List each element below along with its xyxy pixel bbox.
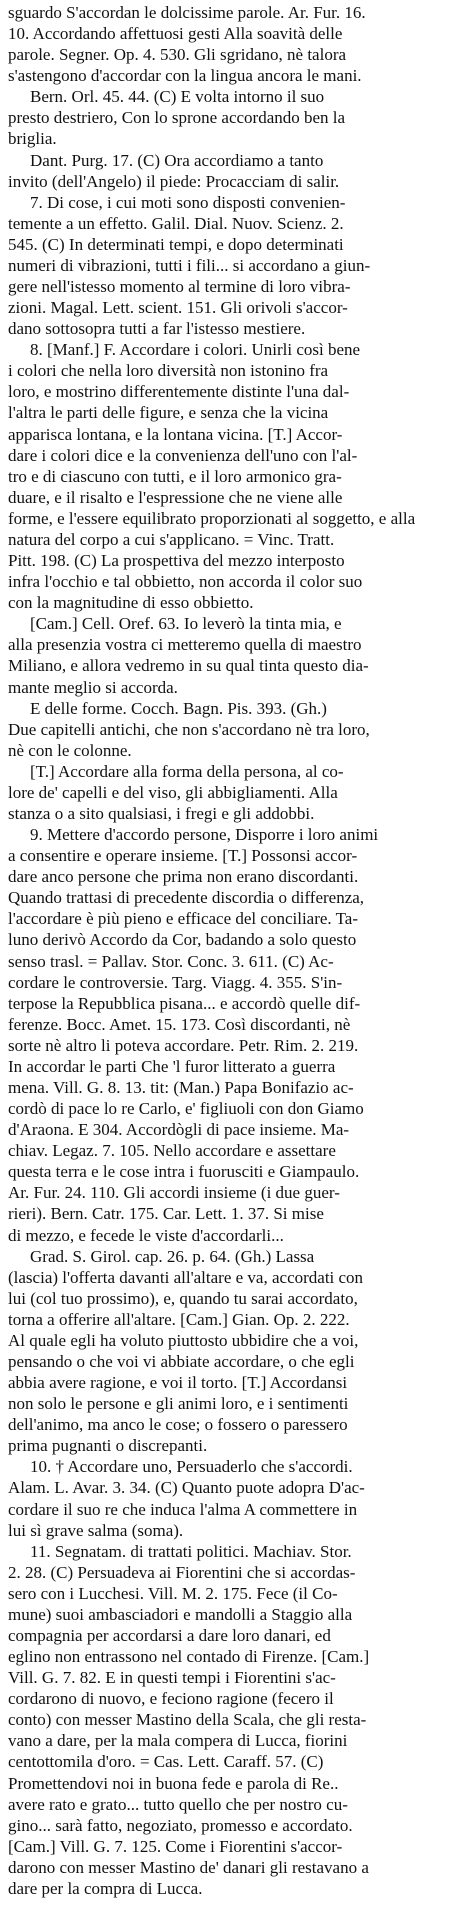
text-line: (lascia) l'offerta davanti all'altare e va, accordati con: [8, 1267, 364, 1287]
text-line: gere nell'istesso momento al termine di loro vibra-: [8, 277, 351, 297]
entry-paragraph-2: [8, 150, 466, 340]
text-line: torna a offerire all'altare. [Cam.] Gian. Op. 2. 222.: [8, 1309, 350, 1329]
text-line: senso trasl. = Pallav. Stor. Conc. 3. 611. (C) Ac-: [8, 951, 334, 971]
text-line: duare, e il risalto e l'espressione che ne viene alle: [8, 487, 343, 507]
text-line: [Cam.] Vill. G. 7. 125. Come i Fiorentini s'accor-: [8, 1836, 343, 1856]
text-line: Due capitelli antichi, che non s'accordano nè tra loro,: [8, 719, 370, 739]
text-line: a consentire e operare insieme. [T.] Possonsi accor-: [8, 846, 358, 866]
text-line: zioni. Magal. Lett. scient. 151. Gli orivoli s'accor-: [8, 298, 348, 318]
text-line: questa terra e le cose intra i fuorusciti e Giampaulo.: [8, 1162, 360, 1182]
text-line: In accordar le parti Che 'l furor litterato a guerra: [8, 1056, 336, 1076]
text-line: Quando trattasi di precedente discordia o differenza,: [8, 888, 365, 908]
text-line: 2. 28. (C) Persuadeva ai Fiorentini che si accordas-: [8, 1562, 356, 1582]
text-line: d'Araona. E 304. Accordògli di pace insieme. Ma-: [8, 1120, 350, 1140]
text-line: Dant. Purg. 17. (C) Ora accordiamo a tanto: [30, 150, 324, 170]
text-line: 10. Accordando affettuosi gesti Alla soavità delle: [8, 24, 343, 44]
text-line: 11. Segnatam. di trattati politici. Machiav. Stor.: [30, 1541, 352, 1561]
text-line: natura del corpo a cui s'applicano. = Vinc. Tratt.: [8, 529, 335, 549]
text-line: lore de' capelli e del viso, gli abbigliamenti. Alla: [8, 782, 338, 802]
text-line: cordò di pace lo re Carlo, e' figliuoli con don Giamo: [8, 1099, 364, 1119]
text-line: [Cam.] Cell. Oref. 63. Io leverò la tinta mia, e: [30, 614, 342, 634]
entry-paragraph-3: [8, 339, 466, 613]
text-line: Pitt. 198. (C) La prospettiva del mezzo interposto: [8, 551, 345, 571]
text-line: cordarono di nuovo, e feciono ragione (fecero il: [8, 1689, 334, 1709]
text-line: mune) suoi ambasciadori e mandolli a Staggio alla: [8, 1604, 353, 1624]
text-line: dell'animo, ma anco le cose; o fossero o paressero: [8, 1415, 348, 1435]
entry-paragraph-5: [8, 698, 466, 761]
text-line: prima pugnanti o discrepanti.: [8, 1436, 208, 1456]
text-line: dare anco persone che prima non erano discordanti.: [8, 867, 359, 887]
text-line: ferenze. Bocc. Amet. 15. 173. Così discordanti, nè: [8, 1014, 351, 1034]
text-line: con la magnitudine di esso obbietto.: [8, 593, 254, 613]
text-line: dare i colori dice e la convenienza dell'uno con l'al-: [8, 445, 358, 465]
text-line: compagnia per accordarsi a dare loro danari, ed: [8, 1626, 331, 1646]
text-line: terpose la Repubblica pisana... e accordò quelle dif-: [8, 993, 361, 1013]
text-line: vano a dare, per la mala compera di Lucca, fiorini: [8, 1731, 348, 1751]
text-line: sorte nè altro li poteva accordare. Petr. Rim. 2. 219.: [8, 1035, 359, 1055]
text-line: briglia.: [8, 129, 57, 149]
text-line: tro e di ciascuno con tutti, e il loro armonico gra-: [8, 466, 342, 486]
text-line: infra l'occhio e tal obbietto, non accorda il color suo: [8, 572, 363, 592]
text-line: di mezzo, e fecede le viste d'accordarli...: [8, 1225, 284, 1245]
text-line: mena. Vill. G. 8. 13. tit: (Man.) Papa Bonifazio ac-: [8, 1077, 354, 1097]
text-line: numeri di vibrazioni, tutti i fili... si accordano a giun-: [8, 255, 371, 275]
entry-paragraph-9: [8, 1456, 466, 1540]
text-line: apparisca lontana, e la lontana vicina. [T.] Accor-: [8, 424, 343, 444]
text-line: conto) con messer Mastino della Scala, che gli resta-: [8, 1710, 367, 1730]
text-line: dano sottosopra tutti a far l'istesso mestiere.: [8, 319, 306, 339]
entry-paragraph-10: [8, 1541, 466, 1899]
text-line: l'altra le parti delle figure, e senza che la vicina: [8, 403, 329, 423]
text-line: eglino non entrassono nel contado di Firenze. [Cam.]: [8, 1647, 370, 1667]
text-line: 545. (C) In determinati tempi, e dopo determinati: [8, 234, 344, 254]
text-line: chiav. Legaz. 7. 105. Nello accordare e assettare: [8, 1141, 336, 1161]
text-line: dare per la compra di Lucca.: [8, 1878, 203, 1898]
text-line: gino... sarà fatto, negoziato, promesso e accordato.: [8, 1815, 353, 1835]
text-line: abbia avere ragione, e voi il torto. [T.] Accordansi: [8, 1373, 348, 1393]
text-line: Vill. G. 7. 82. E in questi tempi i Fiorentini s'ac-: [8, 1668, 336, 1688]
text-line: Al quale egli ha voluto piuttosto ubbidire che a voi,: [8, 1330, 359, 1350]
text-line: avere rato e grato... tutto quello che per nostro cu-: [8, 1794, 348, 1814]
text-line: Alam. L. Avar. 3. 34. (C) Quanto puote adopra D'ac-: [8, 1478, 365, 1498]
text-line: Miliano, e allora vedremo in su qual tinta questo dia-: [8, 656, 369, 676]
text-line: Ar. Fur. 24. 110. Gli accordi insieme (i due guer-: [8, 1183, 340, 1203]
text-line: presto destriero, Con lo sprone accordando ben la: [8, 108, 346, 128]
text-line: darono con messer Mastino de' danari gli restavano a: [8, 1857, 369, 1877]
entry-paragraph-6: [8, 761, 466, 824]
text-line: luno derivò Accordo da Cor, badando a solo questo: [8, 930, 357, 950]
text-line: l'accordare è più pieno e efficace del conciliare. Ta-: [8, 909, 359, 929]
text-line: [T.] Accordare alla forma della persona, al co-: [30, 761, 344, 781]
entry-paragraph-4: [8, 613, 466, 697]
text-line: loro, e mostrino differentemente distinte l'una dal-: [8, 382, 350, 402]
text-line: forme, e l'essere equilibrato proporzionati al soggetto, e alla: [8, 508, 416, 528]
text-line: temente a un effetto. Galil. Dial. Nuov. Scienz. 2.: [8, 213, 344, 233]
text-line: stanza o a sito qualsiasi, i fregi e gli addobbi.: [8, 803, 315, 823]
text-line: Promettendovi noi in buona fede e parola di Re..: [8, 1773, 339, 1793]
text-line: non solo le persone e gli animi loro, e i sentimenti: [8, 1394, 349, 1414]
text-line: 8. [Manf.] F. Accordare i colori. Unirli così bene: [30, 340, 361, 360]
text-line: rieri). Bern. Catr. 175. Car. Lett. 1. 37. Si mise: [8, 1204, 324, 1224]
text-line: lui (col tuo prossimo), e, quando tu sarai accordato,: [8, 1288, 358, 1308]
text-line: cordare le controversie. Targ. Viagg. 4. 355. S'in-: [8, 972, 343, 992]
text-line: i colori che nella loro diversità non istonino fra: [8, 361, 329, 381]
text-line: mante meglio si accorda.: [8, 677, 178, 697]
text-line: s'astengono d'accordar con la lingua ancora le mani.: [8, 66, 362, 86]
text-line: Grad. S. Girol. cap. 26. p. 64. (Gh.) Lassa: [30, 1246, 315, 1266]
text-line: invito (dell'Angelo) il piede: Procacciam di salir.: [8, 171, 340, 191]
text-line: pensando o che voi vi abbiate accordare, o che egli: [8, 1352, 355, 1371]
text-line: E delle forme. Cocch. Bagn. Pis. 393. (Gh.): [30, 698, 327, 718]
text-line: 7. Di cose, i cui moti sono disposti convenien-: [30, 192, 346, 212]
text-line: cordare il suo re che induca l'alma A commettere in: [8, 1499, 358, 1519]
text-line: 10. † Accordare uno, Persuaderlo che s'accordi.: [30, 1457, 353, 1477]
text-line: Bern. Orl. 45. 44. (C) E volta intorno il suo: [30, 87, 325, 107]
text-line: 9. Mettere d'accordo persone, Disporre i loro animi: [30, 825, 379, 845]
entry-paragraph-7: [8, 824, 466, 1246]
text-line: alla presenzia vostra ci metteremo quella di maestro: [8, 635, 362, 655]
text-line: nè con le colonne.: [8, 740, 132, 760]
text-line: sguardo S'accordan le dolcissime parole. Ar. Fur. 16.: [8, 3, 366, 22]
entry-paragraph-8: [8, 1246, 466, 1457]
text-line: sero con i Lucchesi. Vill. M. 2. 175. Fece (il Co-: [8, 1583, 338, 1603]
text-line: centottomila d'oro. = Cas. Lett. Caraff. 57. (C): [8, 1752, 324, 1772]
entry-paragraph-1: [8, 2, 466, 150]
text-line: lui sì grave salma (soma).: [8, 1520, 184, 1540]
text-line: parole. Segner. Op. 4. 530. Gli sgridano, nè talora: [8, 45, 347, 65]
